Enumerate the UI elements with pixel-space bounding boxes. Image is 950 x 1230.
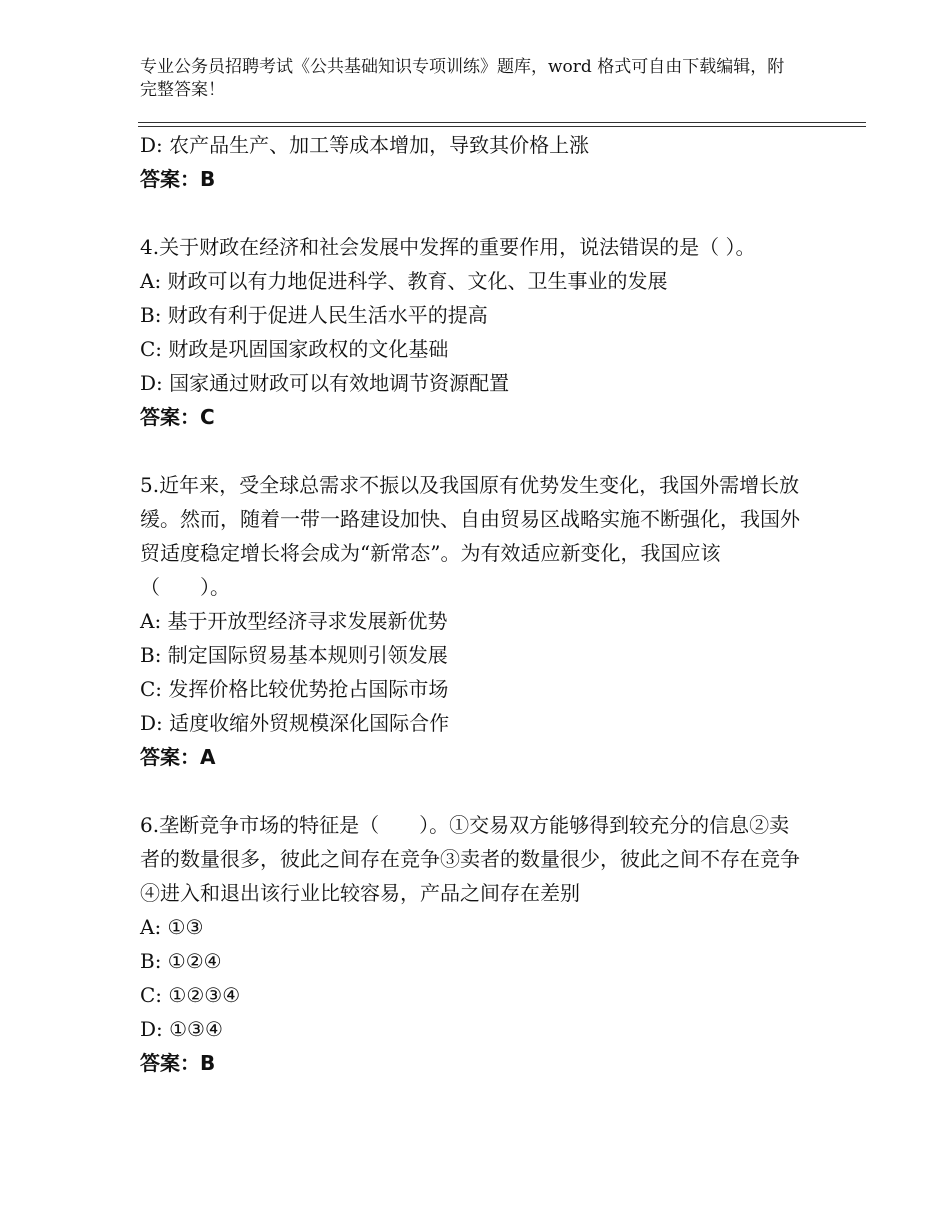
question-stem: 5.近年来，受全球总需求不振以及我国原有优势发生变化，我国外需增长放缓。然而，随着一带一路建设加快、自由贸易区战略实施不断强化，我国外贸适度稳定增长将会成为“新常态”。为有效适应新变化，我国应该（ ）。 <box>140 473 800 599</box>
option-c: C: 财政是巩固国家政权的文化基础 <box>140 337 449 361</box>
prev-answer: 答案：B <box>140 167 216 191</box>
option-b: B: 财政有利于促进人民生活水平的提高 <box>140 303 488 327</box>
option-b: B: 制定国际贸易基本规则引领发展 <box>140 643 448 667</box>
question-stem: 6.垄断竞争市场的特征是（ ）。①交易双方能够得到较充分的信息②卖者的数量很多，彼此之间存在竞争③卖者的数量很少，彼此之间不存在竞争④进入和退出该行业比较容易，产品之间存在差别 <box>140 813 800 905</box>
option-c: C: 发挥价格比较优势抢占国际市场 <box>140 677 449 701</box>
option-d: D: 适度收缩外贸规模深化国际合作 <box>140 711 450 735</box>
page-header: 专业公务员招聘考试《公共基础知识专项训练》题库，word 格式可自由下载编辑，附完整答案！ <box>140 57 785 100</box>
option-d: D: 国家通过财政可以有效地调节资源配置 <box>140 371 510 395</box>
option-b: B: ①②④ <box>140 949 222 973</box>
question-stem: 4.关于财政在经济和社会发展中发挥的重要作用，说法错误的是（ ）。 <box>140 235 756 259</box>
prev-option-d: D: 农产品生产、加工等成本增加，导致其价格上涨 <box>140 133 590 157</box>
option-a: A: ①③ <box>140 915 204 939</box>
option-d: D: ①③④ <box>140 1017 223 1041</box>
option-c: C: ①②③④ <box>140 983 241 1007</box>
answer: 答案：C <box>140 405 215 429</box>
option-a: A: 财政可以有力地促进科学、教育、文化、卫生事业的发展 <box>140 269 668 293</box>
answer: 答案：B <box>140 1051 216 1075</box>
header-divider-bottom <box>138 126 866 127</box>
header-divider-top <box>138 122 866 123</box>
question-5 <box>140 468 820 774</box>
question-6 <box>140 808 820 1080</box>
question-4 <box>140 230 820 434</box>
answer: 答案：A <box>140 745 216 769</box>
option-a: A: 基于开放型经济寻求发展新优势 <box>140 609 448 633</box>
question-list <box>140 128 820 1080</box>
